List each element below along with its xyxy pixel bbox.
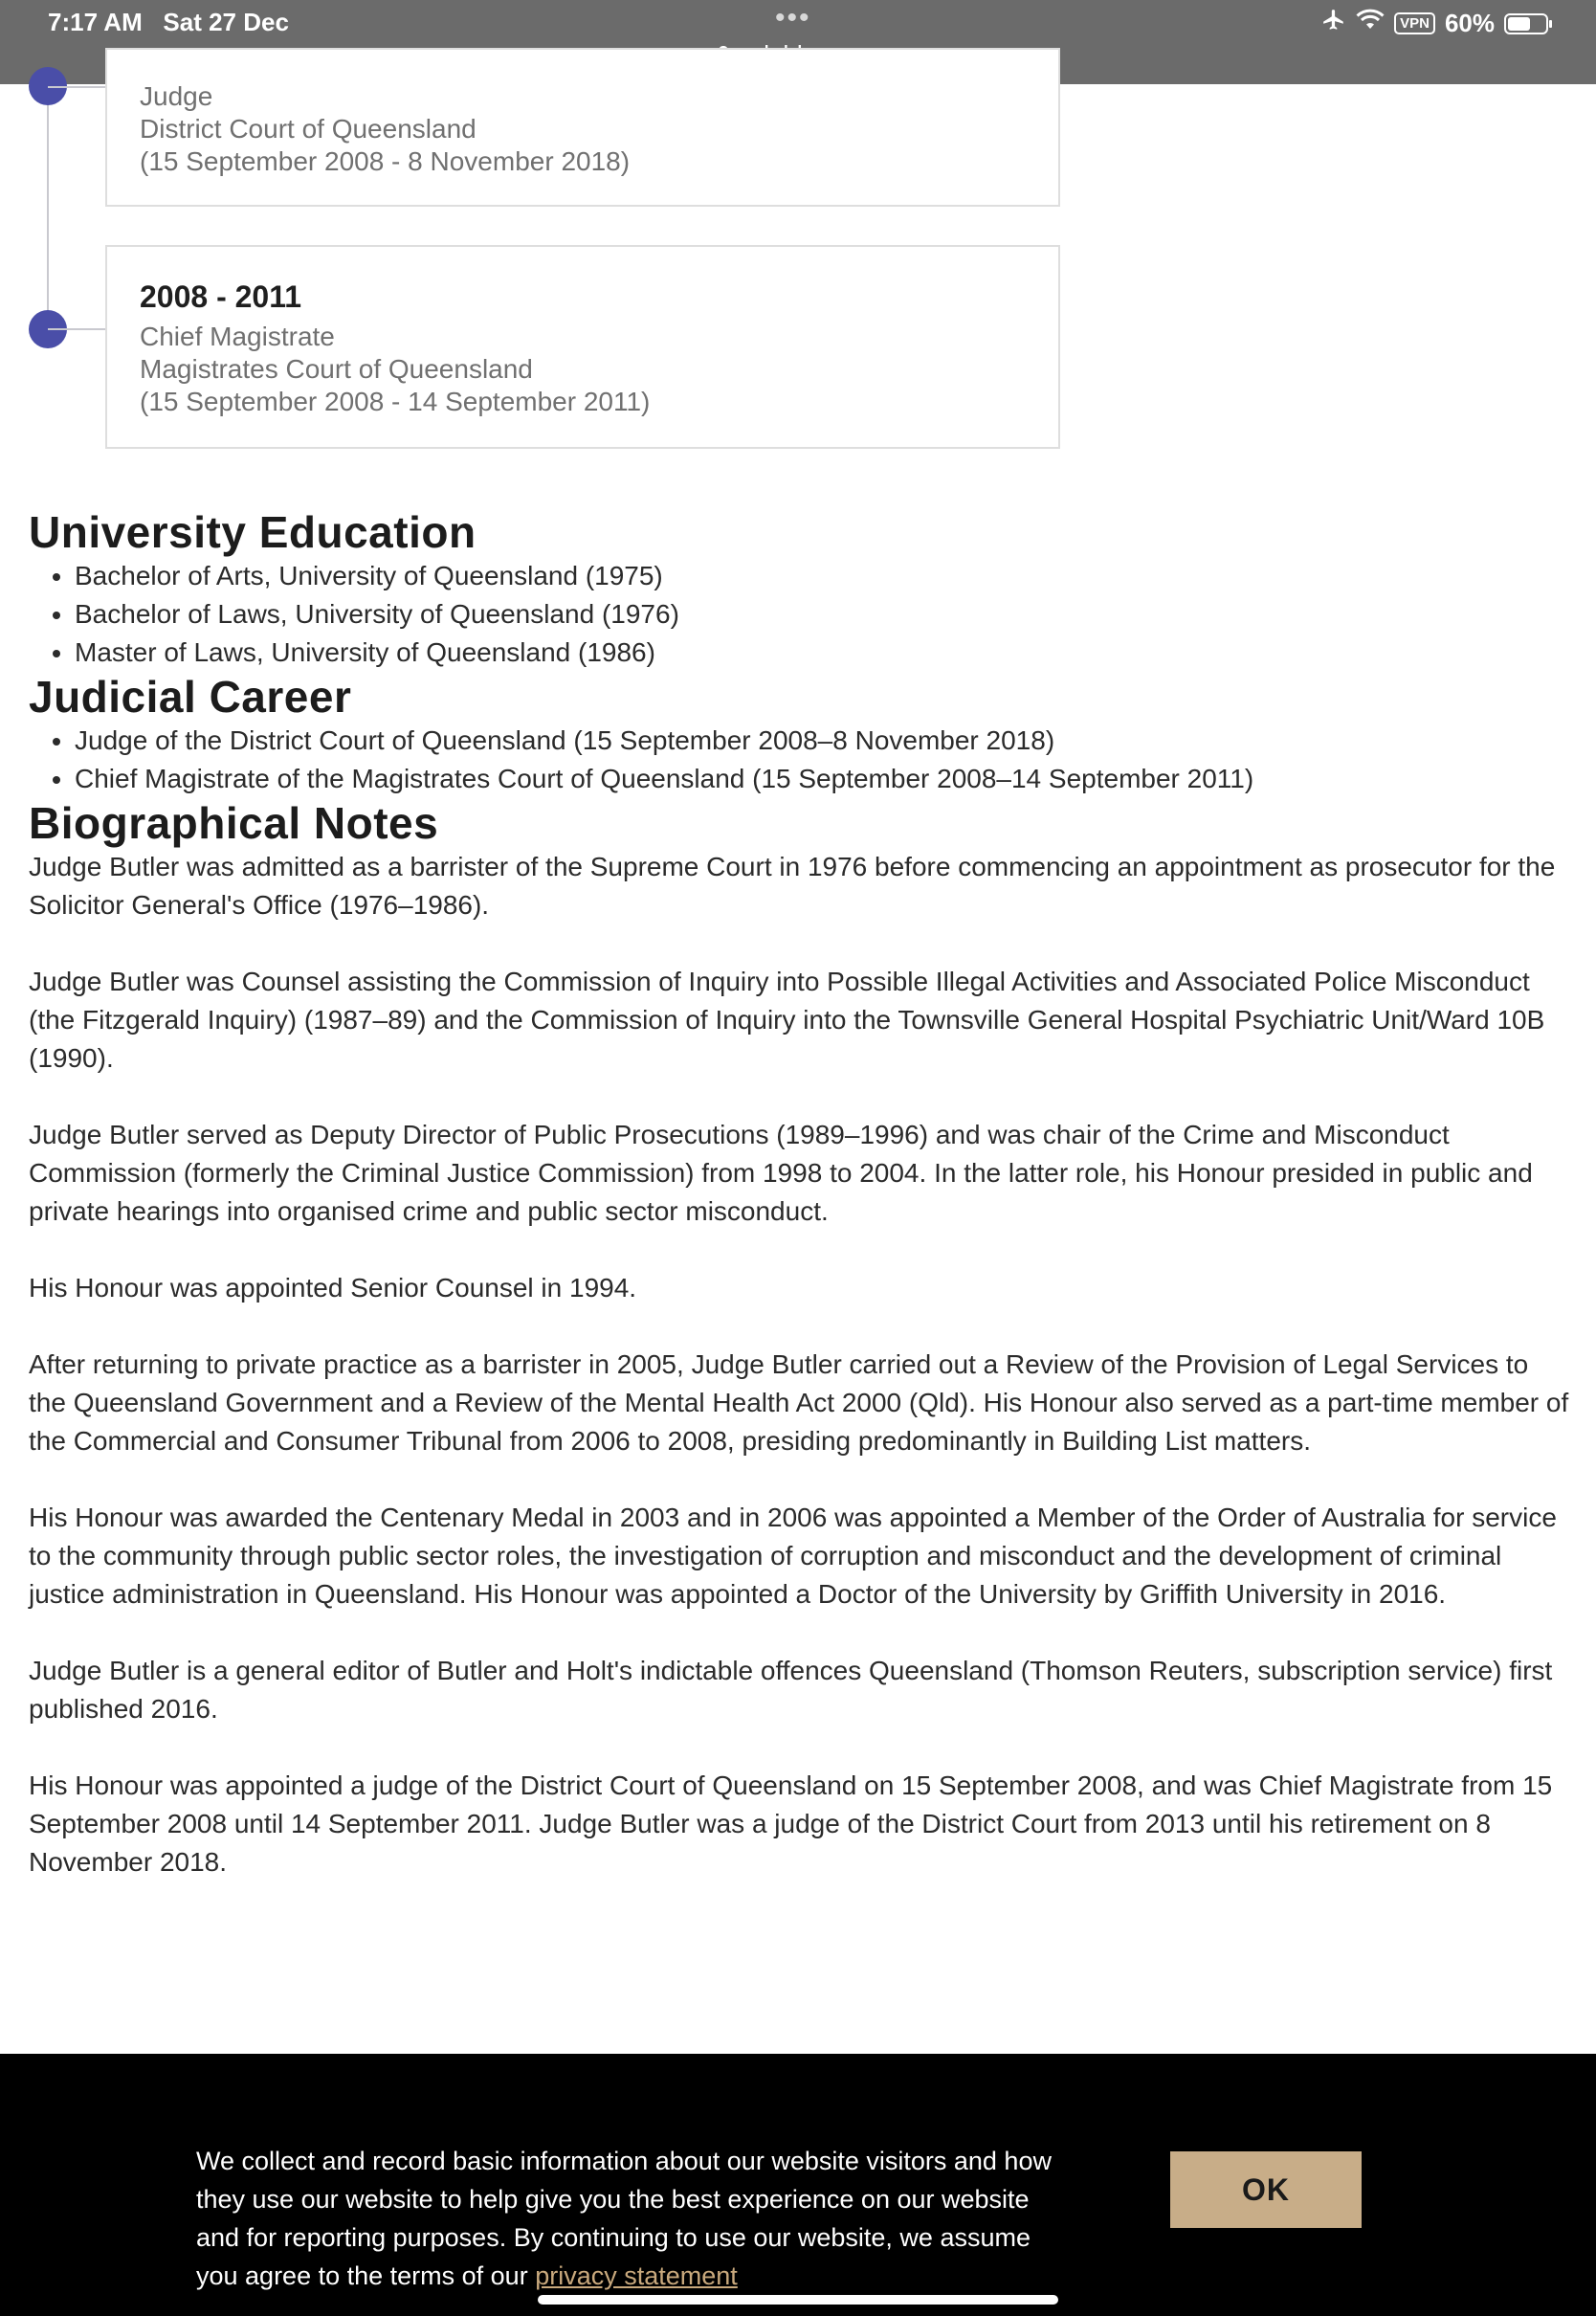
timeline-card [105,245,1060,449]
timeline-line [47,84,49,329]
timeline-years: 2008 - 2011 [140,279,302,314]
timeline-court: Magistrates Court of Queensland [140,354,533,384]
education-list [29,557,1569,672]
battery-percent: 60% [1444,9,1495,37]
cookie-text [196,2142,1057,2295]
list-item: • Judge of the District Court of Queensland (15 September 2008–8 November 2018) [75,722,1569,760]
list-item: • Master of Laws, University of Queensland (1986) [75,634,1569,672]
time: 7:17 AM [48,8,143,36]
cookie-message: We collect and record basic information about our website visitors and how they use our website to help give you the best experience on our website and for reporting purposes. By continuing to use our website, we assume you agree to the terms of our [196,2147,1052,2290]
date: Sat 27 Dec [163,8,289,36]
bio-paragraph: His Honour was appointed a judge of the District Court of Queensland on 15 September 2008, and was Chief Magistrate from 15 September 2008 until 14 September 2011. Judge Butler was a judge of the District Court from 2013 until his retirement on 8 November 2018. [29,1770,1553,1877]
status-icons [1321,8,1548,39]
bio-paragraph: His Honour was appointed Senior Counsel in 1994. [29,1273,637,1303]
airplane-icon [1321,8,1346,39]
battery-icon [1504,13,1548,34]
status-time [48,8,289,37]
privacy-statement-link[interactable]: privacy statement [535,2261,738,2290]
cookie-banner [0,2054,1596,2316]
battery-fill [1508,17,1530,31]
ok-button[interactable]: OK [1170,2151,1362,2228]
bio-paragraph: Judge Butler was Counsel assisting the Commission of Inquiry into Possible Illegal Activities and Associated Police Misconduct (the Fitzgerald Inquiry) (1987–89) and the Commission of Inquiry into the Townsville General Hospital Psychiatric Unit/Ward 10B (1990). [29,967,1545,1073]
timeline-title: Judge [140,81,213,111]
timeline-court: District Court of Queensland [140,114,477,144]
more-dots-icon[interactable]: ••• [775,2,811,33]
timeline-dates: (15 September 2008 - 8 November 2018) [140,146,631,176]
timeline-card [105,48,1060,207]
list-item: • Bachelor of Laws, University of Queensland (1976) [75,595,1569,634]
bio-heading: Biographical Notes [29,798,439,848]
career-heading: Judicial Career [29,672,352,722]
main-content [29,507,1569,1920]
bio-paragraph: Judge Butler is a general editor of Butler and Holt's indictable offences Queensland (Thomson Reuters, subscription service) first published 2016. [29,1656,1553,1724]
list-item: • Bachelor of Arts, University of Queensland (1975) [75,557,1569,595]
bio-paragraph: Judge Butler served as Deputy Director of Public Prosecutions (1989–1996) and was chair of the Crime and Misconduct Commission (formerly the Criminal Justice Commission) from 1998 to 2004. In the latter role, his Honour presided in public and private hearings into organised crime and public sector misconduct. [29,1120,1533,1226]
education-heading: University Education [29,507,477,557]
bio-paragraph: After returning to private practice as a barrister in 2005, Judge Butler carried out a Review of the Provision of Legal Services to the Queensland Government and a Review of the Mental Health Act 2000 (Qld). His Honour also served as a part-time member of the Commercial and Consumer Tribunal from 2006 to 2008, presiding predominantly in Building List matters. [29,1349,1569,1456]
wifi-icon [1356,9,1385,38]
bio-paragraph: Judge Butler was admitted as a barrister of the Supreme Court in 1976 before commencing an appointment as prosecutor for the Solicitor General's Office (1976–1986). [29,852,1556,920]
timeline-connector [48,328,105,330]
career-list [29,722,1569,798]
timeline-title: Chief Magistrate [140,322,335,351]
bio-paragraph: His Honour was awarded the Centenary Medal in 2003 and in 2006 was appointed a Member of the Order of Australia for service to the community through public sector roles, the investigation of corruption and misconduct and the development of criminal justice administration in Queensland. His Honour was appointed a Doctor of the University by Griffith University in 2016. [29,1503,1557,1609]
timeline-dates: (15 September 2008 - 14 September 2011) [140,387,651,416]
timeline-connector [48,86,105,88]
home-indicator[interactable] [538,2295,1058,2305]
vpn-badge: VPN [1394,12,1435,34]
list-item: • Chief Magistrate of the Magistrates Court of Queensland (15 September 2008–14 September 2011) [75,760,1569,798]
